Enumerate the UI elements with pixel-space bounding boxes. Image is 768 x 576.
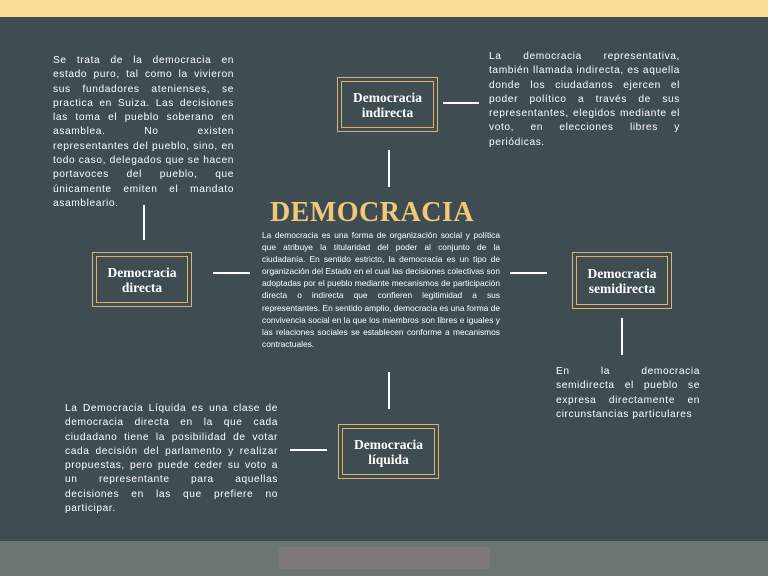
connector-directa-center	[213, 272, 250, 274]
node-democracia-directa[interactable]	[92, 252, 192, 307]
connector-liquida-center	[388, 372, 390, 409]
connector-semidirecta-center	[510, 272, 547, 274]
semidirecta-description: En la democracia semidirecta el pueblo se expresa directamente en circunstancias particulares	[556, 366, 700, 420]
directa-description: Se trata de la democracia en estado puro, tal como la vivieron sus fundadores atenienses, se practica en Suiza. Las decisiones las toma el pueblo soberano en asamblea. No existen representantes del pueblo, sino, en todo caso, delegados que se hacen portavoces del pueblo, que únicamente emiten el mandato asambleario.	[53, 55, 234, 209]
connector-indirecta-title	[388, 150, 390, 187]
node-inner-frame	[576, 256, 668, 305]
liquida-description: La Democracia Líquida es una clase de democracia directa en la que cada ciudadano tiene la posibilidad de votar cada decisión del parlamento y realizar propuestas, pero puede ceder su voto a un representante para aquellas decisiones en las que prefiere no participar.	[65, 403, 278, 515]
connector-semidirecta-description	[621, 318, 623, 355]
connector-indirecta-description	[443, 102, 479, 104]
node-label-line2: indirecta	[361, 104, 414, 120]
node-inner-frame	[341, 81, 434, 128]
node-label-line1: Democracia	[353, 89, 422, 105]
node-democracia-liquida[interactable]	[338, 424, 439, 479]
indirecta-description: La democracia representativa, también llamada indirecta, es aquella donde los ciudadanos ejercen el poder político a través de sus representantes, elegidos mediante el voto, en elecciones libres y periódicas.	[489, 51, 680, 148]
node-label-line2: directa	[121, 279, 163, 295]
node-inner-frame	[96, 256, 188, 303]
horizontal-scrollbar-thumb[interactable]	[279, 547, 490, 569]
node-democracia-semidirecta[interactable]	[572, 252, 672, 309]
center-definition: La democracia es una forma de organización social y política que atribuye la titularidad del poder al conjunto de la ciudadanía. En sentido estricto, la democracia es un tipo de organización del Estado en el cual las decisiones colectivas son adoptadas por el pueblo mediante mecanismos de participación directa o indirecta que confieren legitimidad a sus representantes. En sentido amplio, democracia es una forma de convivencia social en la que los miembros son libres e iguales y las relaciones sociales se establecen conforme a mecanismos contractuales.	[262, 230, 500, 349]
top-accent-bar	[0, 0, 768, 17]
node-label-line2: semidirecta	[588, 280, 656, 296]
node-label-line1: Democracia	[587, 265, 657, 281]
connector-liquida-description	[290, 449, 327, 451]
node-democracia-indirecta[interactable]	[337, 77, 438, 132]
node-inner-frame	[342, 428, 435, 475]
diagram-title: DEMOCRACIA	[269, 197, 475, 228]
node-label-line2: líquida	[368, 451, 409, 467]
node-label-line1: Democracia	[107, 264, 177, 280]
node-label-line1: Democracia	[354, 436, 423, 452]
